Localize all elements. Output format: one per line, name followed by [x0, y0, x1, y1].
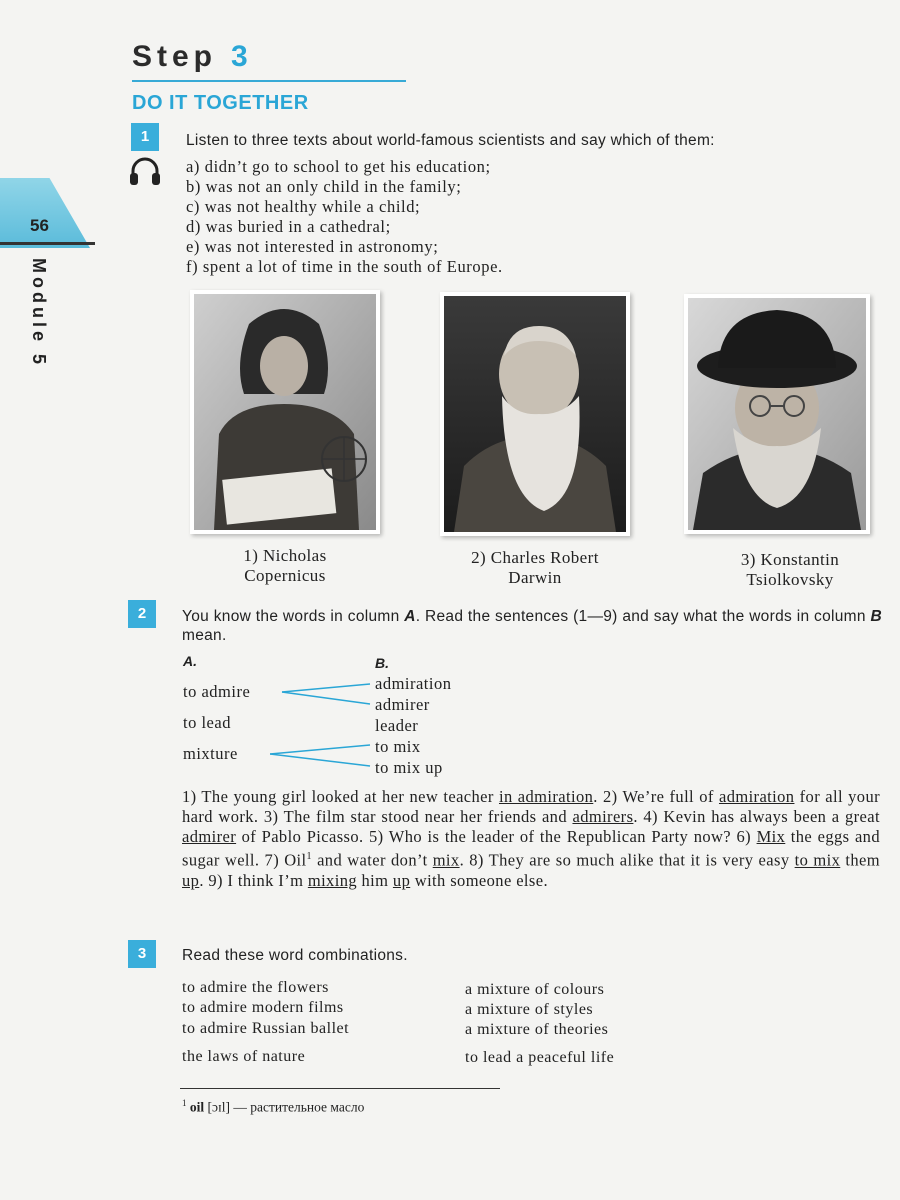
- exercise-1-instruction: Listen to three texts about world-famous scientists and say which of them:: [186, 132, 715, 149]
- column-b-word: to mix up: [375, 758, 443, 777]
- column-a-heading: A.: [183, 653, 197, 669]
- portrait-copernicus: [190, 290, 380, 534]
- list-item: a) didn’t go to school to get his education;: [186, 157, 491, 176]
- column-b-heading: B.: [375, 655, 389, 671]
- footnote-mark: 1: [306, 851, 312, 862]
- underlined-word: mix: [432, 850, 460, 870]
- sentence-text: with someone else.: [410, 870, 548, 890]
- combination-item: to lead a peaceful life: [465, 1049, 615, 1066]
- sentence-text: . 8) They are so much alike that it is very easy: [459, 850, 795, 870]
- underlined-word: up: [182, 870, 200, 890]
- footnote-rule: [180, 1088, 500, 1089]
- column-b-word: admirer: [375, 695, 430, 714]
- exercise-3-instruction: Read these word combinations.: [182, 947, 408, 964]
- exercise-2-sentences: [182, 787, 880, 891]
- exercise-2-instruction: [182, 607, 882, 645]
- underlined-word: in admiration: [498, 787, 594, 806]
- exercise-1-list: [186, 157, 503, 277]
- caption-line: 3) Konstantin: [740, 550, 840, 569]
- column-b-word: to mix: [375, 737, 421, 756]
- list-item: f) spent a lot of time in the south of Europe.: [186, 257, 503, 276]
- margin-tab: [0, 178, 90, 248]
- underlined-word: admirer: [182, 827, 237, 846]
- caption-line: Darwin: [508, 568, 562, 587]
- sentence-text: . 9) I think I’m: [199, 870, 308, 890]
- column-a-word: mixture: [183, 744, 238, 763]
- underlined-word: Mix: [756, 827, 786, 846]
- instruction-text: mean.: [182, 627, 227, 644]
- portrait-tsiolkovsky: [684, 294, 870, 534]
- footnote-dash: —: [233, 1099, 247, 1115]
- sentence-text: and water don’t: [311, 850, 433, 870]
- column-a-word: to lead: [183, 713, 231, 732]
- step-number: 3: [231, 40, 253, 73]
- page-number-rule: [0, 242, 95, 245]
- sentence-text: . 4) Kevin has always been a great: [633, 807, 880, 826]
- exercise-1-badge: 1: [131, 123, 159, 151]
- combination-item: to admire the flowers: [182, 979, 329, 996]
- underlined-word: up: [392, 870, 411, 890]
- step-title: [132, 40, 253, 74]
- footnote-translation: растительное масло: [250, 1099, 365, 1115]
- sentence-text: 1) The young girl looked at her new teacher: [182, 787, 499, 806]
- column-b-ref: B: [870, 608, 882, 625]
- sentence-text: for all your hard work. 3) The film star stood near her friends and: [182, 787, 881, 826]
- page-number: 56: [30, 216, 49, 235]
- footnote-word: oil: [189, 1099, 205, 1115]
- combination-item: to admire modern films: [182, 999, 344, 1016]
- footnote-transcription: [ɔɪl]: [207, 1099, 231, 1115]
- combination-item: the laws of nature: [182, 1048, 306, 1065]
- combination-item: a mixture of colours: [465, 981, 605, 998]
- headphones-icon: [128, 156, 162, 191]
- sentence-text: them: [840, 850, 881, 870]
- underlined-word: to mix: [794, 850, 841, 870]
- combination-item: a mixture of theories: [465, 1021, 609, 1038]
- step-word: Step: [132, 40, 218, 73]
- combination-item: to admire Russian ballet: [182, 1020, 350, 1037]
- sentence-text: the eggs and sugar well. 7) Oil: [182, 827, 880, 870]
- footnote: [182, 1098, 364, 1116]
- caption-line: Copernicus: [244, 566, 326, 585]
- caption-darwin: [430, 548, 640, 588]
- column-b-word: leader: [375, 716, 419, 735]
- caption-tsiolkovsky: [690, 550, 890, 590]
- caption-line: 2) Charles Robert: [471, 548, 599, 567]
- portrait-darwin: [440, 292, 630, 536]
- instruction-text: . Read the sentences (1—9) and say what the words in column: [415, 608, 871, 625]
- connector-lines: [270, 676, 374, 776]
- section-title: DO IT TOGETHER: [132, 92, 309, 114]
- exercise-2-badge: 2: [128, 600, 156, 628]
- underlined-word: admirers: [572, 807, 634, 826]
- sentence-text: of Pablo Picasso. 5) Who is the leader of the Republican Party now? 6): [236, 827, 757, 846]
- caption-line: Tsiolkovsky: [746, 570, 834, 589]
- caption-copernicus: [190, 546, 380, 586]
- underlined-word: admiration: [718, 787, 795, 806]
- list-item: b) was not an only child in the family;: [186, 177, 462, 196]
- footnote-mark: 1: [182, 1098, 187, 1108]
- instruction-text: You know the words in column: [182, 608, 405, 625]
- step-underline: [132, 80, 406, 82]
- sentence-text: him: [357, 870, 393, 890]
- exercise-3-badge: 3: [128, 940, 156, 968]
- caption-line: 1) Nicholas: [243, 546, 327, 565]
- column-a-ref: A: [404, 608, 416, 625]
- underlined-word: mixing: [307, 870, 357, 890]
- column-b-word: admiration: [375, 674, 452, 693]
- sentence-text: . 2) We’re full of: [593, 787, 719, 806]
- list-item: e) was not interested in astronomy;: [186, 237, 439, 256]
- module-label: Module 5: [29, 258, 49, 369]
- list-item: d) was buried in a cathedral;: [186, 217, 391, 236]
- column-a-word: to admire: [183, 682, 251, 701]
- list-item: c) was not healthy while a child;: [186, 197, 421, 216]
- combination-item: a mixture of styles: [465, 1001, 594, 1018]
